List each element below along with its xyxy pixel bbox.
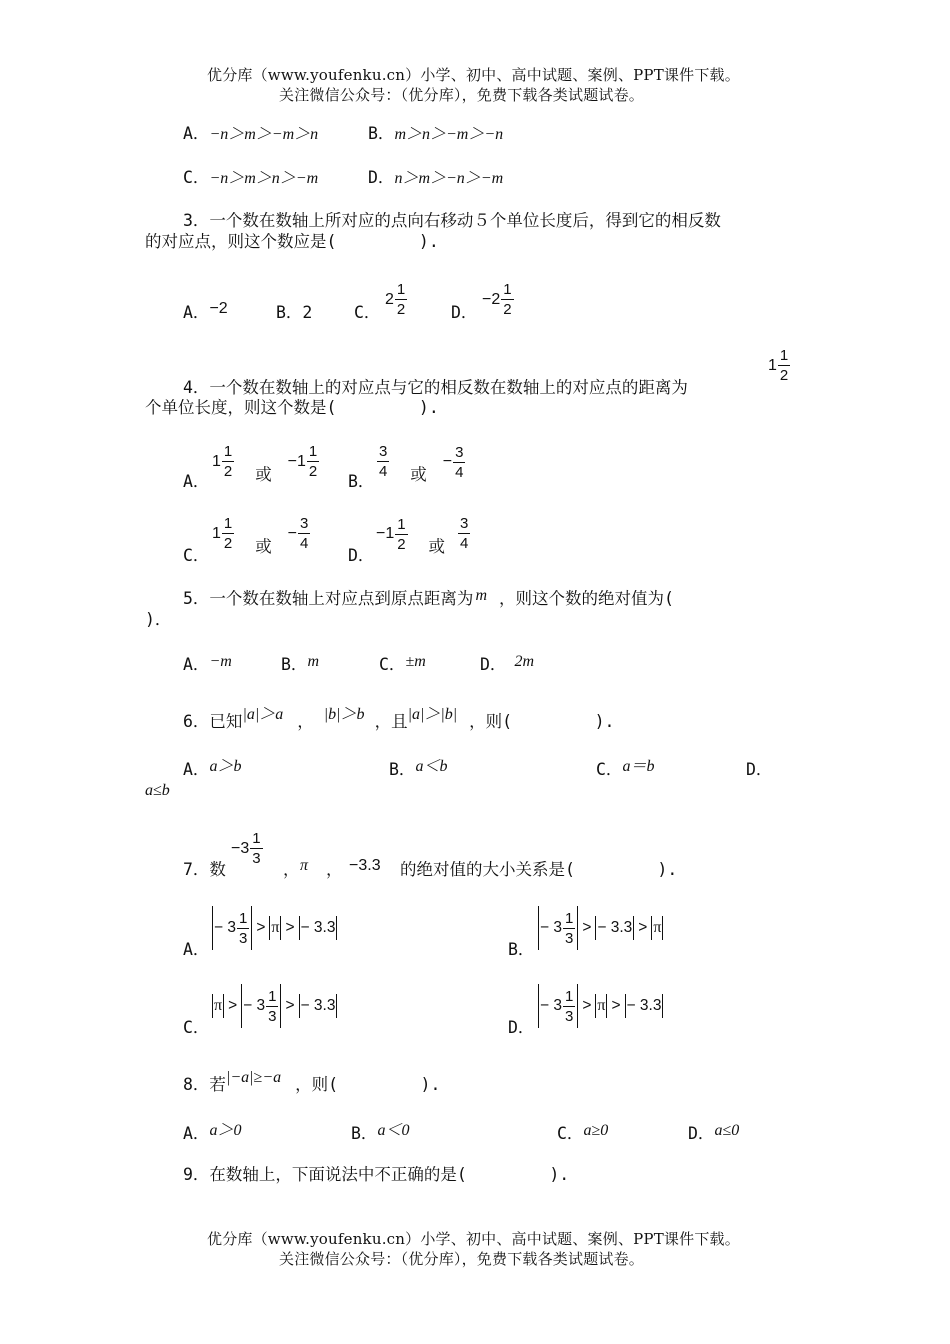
- q6-sep: ，: [297, 712, 314, 731]
- q7a-gt-2: >: [285, 919, 295, 937]
- q4-b-den-1: 4: [379, 463, 388, 480]
- q4-distance-value: [768, 348, 791, 383]
- abs-bar: [212, 994, 213, 1018]
- abs-bar: [251, 906, 252, 950]
- abs-bar: [577, 984, 578, 1028]
- abs-bar: [538, 984, 539, 1028]
- q6-suffix: ，则( ).: [469, 712, 615, 731]
- q3-d-whole: −2: [482, 290, 501, 308]
- q7d-pi: π: [597, 997, 606, 1014]
- q2-option-a-label: A．: [183, 124, 210, 143]
- q7d-gt-2: >: [611, 997, 621, 1015]
- abs-bar: [595, 994, 596, 1018]
- q7-sep-1: ，: [283, 860, 300, 879]
- q8-option-a-value: a＞0: [209, 1122, 242, 1139]
- q3-c-num: 1: [396, 281, 406, 298]
- q8-option-b-label: B．: [351, 1124, 378, 1143]
- q3-d-num: 1: [503, 281, 512, 298]
- q9-stem: 9．在数轴上，下面说法中不正确的是( ).: [183, 1165, 570, 1184]
- q7b-gt-2: >: [638, 919, 648, 937]
- q4-c-whole: 1: [212, 524, 221, 542]
- q8-option-c: [557, 1122, 609, 1143]
- q5-option-c: [379, 653, 426, 674]
- q8-condition: |−a|≥−a: [225, 1069, 282, 1086]
- abs-bar: [538, 906, 539, 950]
- q7b-pi: π: [653, 919, 662, 936]
- q4-a-whole-1: 1: [212, 452, 221, 470]
- header-line-1: 优分库（www.youfenku.cn）小学、初中、高中试题、案例、PPT课件下载。: [207, 66, 740, 84]
- q6-option-a-label: A．: [183, 760, 210, 779]
- q7b-den: 3: [564, 929, 574, 947]
- q3-option-a-value: −2: [209, 300, 228, 317]
- q4-option-d-value: [376, 515, 471, 556]
- q7c-num: 1: [268, 987, 277, 1005]
- q4-a-or: 或: [255, 464, 272, 484]
- abs-bar: [280, 916, 281, 940]
- q4-a-den-1: 2: [223, 463, 233, 480]
- q8-option-d-value: a≤0: [714, 1122, 740, 1139]
- q4-option-b-value: [376, 443, 466, 484]
- q2-option-a: [183, 126, 318, 143]
- q4-stem-line-2: 个单位长度，则这个数是( ).: [145, 398, 439, 417]
- q4-d-or: 或: [428, 537, 446, 556]
- q4-dist-den: 2: [779, 367, 789, 384]
- q3-option-c-label: C．: [354, 303, 381, 322]
- q3-option-b: B．2: [276, 303, 313, 322]
- header-line-2: 关注微信公众号：（优分库），免费下载各类试题试卷。: [279, 86, 645, 104]
- q7-den: 3: [252, 850, 261, 867]
- q3-d-den: 2: [503, 301, 512, 318]
- q7-neg3: −3: [231, 839, 250, 857]
- q2-option-c: [183, 170, 318, 187]
- q7-option-c-label: C．: [183, 1018, 210, 1037]
- q7b-neg33: − 3.3: [597, 919, 633, 937]
- q8-stem: [183, 1069, 441, 1094]
- q4-option-b-label: B．: [348, 472, 375, 491]
- q8-option-a: [183, 1122, 242, 1143]
- q8-prefix: 8．若: [183, 1075, 226, 1094]
- q5-option-b-value: m: [307, 653, 319, 670]
- abs-bar: [606, 994, 607, 1018]
- abs-bar: [633, 916, 634, 940]
- q4-stem-line-1: 4．一个数在数轴上的对应点与它的相反数在数轴上的对应点的距离为: [183, 378, 688, 397]
- footer-line-1: 优分库（www.youfenku.cn）小学、初中、高中试题、案例、PPT课件下载。: [207, 1230, 740, 1248]
- q7a-den: 3: [238, 929, 248, 947]
- q6-option-b: [389, 758, 448, 779]
- q4-a-num-2: 1: [308, 443, 318, 460]
- q7c-gt-1: >: [228, 997, 238, 1015]
- q6-option-c-label: C．: [596, 760, 623, 779]
- q2-option-d-label: D．: [368, 168, 395, 187]
- q7a-pi: π: [271, 919, 280, 936]
- q4-a-num-1: 1: [223, 443, 233, 460]
- q7-num: 1: [252, 830, 261, 847]
- q4-c-den-2: 4: [299, 535, 309, 552]
- footer-line-2: 关注微信公众号：（优分库），免费下载各类试题试卷。: [279, 1250, 645, 1268]
- q7-option-b-expr: [537, 906, 664, 954]
- q8-option-c-value: a≥0: [583, 1122, 609, 1139]
- q6-cond-2: |b|＞b: [323, 706, 365, 723]
- q7c-pi: π: [214, 997, 223, 1014]
- abs-bar: [625, 994, 626, 1018]
- q7-neg-3-3: −3.3: [349, 857, 381, 874]
- q4-option-c-label: C．: [183, 546, 210, 565]
- q5-option-a: [183, 653, 232, 674]
- abs-bar: [280, 984, 281, 1028]
- q7-option-c-expr: [211, 984, 338, 1028]
- q5-text-after: ，则这个数的绝对值为(: [499, 589, 674, 608]
- q4-option-c-value: [212, 515, 311, 556]
- q8-option-d-label: D．: [688, 1124, 715, 1143]
- q7d-den: 3: [564, 1007, 574, 1025]
- q7d-neg33: − 3.3: [626, 997, 662, 1015]
- q6-option-c: [596, 758, 655, 779]
- q2-option-c-expr: −n＞m＞n＞−m: [209, 170, 319, 187]
- abs-bar: [212, 906, 213, 950]
- q8-option-b-value: a＜0: [377, 1122, 410, 1139]
- q7-option-a-label: A．: [183, 940, 210, 959]
- q7c-den: 3: [268, 1007, 277, 1025]
- q7b-neg3: − 3: [540, 919, 562, 937]
- q4-c-or: 或: [255, 536, 272, 556]
- q5-option-a-value: −m: [209, 653, 232, 670]
- q4-b-num-2: 3: [455, 443, 464, 461]
- q8-option-b: [351, 1122, 410, 1143]
- q3-stem-line-2: 的对应点，则这个数应是( ).: [145, 232, 439, 251]
- q7a-neg3: − 3: [214, 919, 236, 937]
- q5-option-d-label: D．: [480, 655, 507, 674]
- q2-option-d-expr: n＞m＞−n＞−m: [394, 170, 504, 187]
- q5-stem-line-2: )．: [145, 610, 172, 629]
- q4-a-den-2: 2: [308, 463, 318, 480]
- q7-suffix: 的绝对值的大小关系是( ).: [400, 860, 678, 879]
- q7a-neg33: − 3.3: [300, 919, 336, 937]
- q4-b-num-1: 3: [379, 443, 388, 460]
- abs-bar: [662, 916, 663, 940]
- q5-option-c-value: ±m: [405, 653, 426, 670]
- q4-d-den-1: 2: [397, 535, 406, 553]
- q8-suffix: ，则( ).: [295, 1075, 441, 1094]
- q4-option-d-label: D．: [348, 546, 375, 565]
- q6-option-d-value: a≤b: [145, 782, 170, 799]
- q3-stem-line-1: 3．一个数在数轴上所对应的点向右移动５个单位长度后，得到它的相反数: [183, 211, 721, 230]
- q6-option-a: [183, 758, 242, 779]
- q5-option-d-value: 2m: [514, 653, 534, 670]
- q6-cond-1: |a|＞a: [242, 706, 284, 723]
- q6-option-a-value: a＞b: [209, 758, 242, 775]
- abs-bar: [336, 916, 337, 940]
- q4-b-den-2: 4: [455, 463, 464, 481]
- abs-bar: [595, 916, 596, 940]
- q4-d-num-1: 1: [397, 515, 406, 533]
- q4-d-whole: −1: [376, 525, 395, 542]
- q2-option-b: [368, 126, 503, 143]
- q6-and: ，且: [374, 712, 408, 731]
- q3-option-a-label: A．: [183, 303, 210, 322]
- q7-option-d-label: D．: [508, 1018, 535, 1037]
- q7-option-d-expr: [537, 984, 664, 1032]
- q7c-gt-2: >: [285, 997, 295, 1015]
- abs-bar: [241, 984, 242, 1028]
- q4-c-neg: −: [287, 524, 297, 542]
- q3-c-den: 2: [396, 301, 406, 318]
- q7c-neg33: − 3.3: [300, 997, 336, 1015]
- q8-option-d: [688, 1122, 740, 1143]
- q2-option-d: [368, 170, 503, 187]
- q2-option-b-label: B．: [368, 124, 395, 143]
- q7d-num: 1: [564, 987, 574, 1005]
- abs-bar: [662, 994, 663, 1018]
- q5-option-a-label: A．: [183, 655, 210, 674]
- abs-bar: [299, 994, 300, 1018]
- q3-option-c-value: [385, 282, 408, 317]
- q8-option-c-label: C．: [557, 1124, 584, 1143]
- q7a-gt-1: >: [256, 919, 266, 937]
- abs-bar: [336, 994, 337, 1018]
- q6-option-b-label: B．: [389, 760, 416, 779]
- q3-c-whole: 2: [385, 290, 394, 308]
- q6-option-b-value: a＜b: [415, 758, 448, 775]
- q4-option-a-value: [212, 443, 320, 484]
- q6-prefix: 6．已知: [183, 712, 243, 731]
- q4-d-den-2: 4: [459, 535, 469, 552]
- q4-dist-num: 1: [779, 347, 789, 364]
- q8-option-a-label: A．: [183, 1124, 210, 1143]
- q7d-neg3: − 3: [540, 997, 562, 1015]
- q4-c-num-1: 1: [223, 515, 233, 532]
- q3-option-d-value: [482, 282, 515, 317]
- q2-option-a-expr: −n＞m＞−m＞n: [209, 126, 319, 143]
- q6-stem: [183, 706, 615, 731]
- q5-option-b: [281, 653, 319, 674]
- abs-bar: [577, 906, 578, 950]
- q4-c-den-1: 2: [223, 535, 233, 552]
- q5-m: m: [475, 587, 487, 604]
- q4-d-num-2: 3: [459, 515, 469, 532]
- q7b-num: 1: [564, 909, 574, 927]
- abs-bar: [269, 916, 270, 940]
- q6-option-d-label: D．: [746, 760, 773, 779]
- q5-text-before: 5．一个数在数轴上对应点到原点距离为: [183, 589, 474, 608]
- abs-bar: [651, 916, 652, 940]
- q4-option-a-label: A．: [183, 472, 210, 491]
- q7-option-a-expr: [211, 906, 338, 954]
- abs-bar: [223, 994, 224, 1018]
- q4-b-or: 或: [410, 465, 427, 484]
- q4-c-num-2: 3: [299, 515, 309, 532]
- q6-option-c-value: a＝b: [622, 758, 655, 775]
- abs-bar: [299, 916, 300, 940]
- q3-option-d-label: D．: [451, 303, 478, 322]
- q7b-gt-1: >: [582, 919, 592, 937]
- q7-prefix: 7．数: [183, 860, 226, 879]
- q2-option-c-label: C．: [183, 168, 210, 187]
- q7-sep-2: ，: [326, 860, 343, 879]
- q6-cond-3: |a|＞|b|: [407, 706, 458, 723]
- q7-option-b-label: B．: [508, 940, 535, 959]
- q7d-gt-1: >: [582, 997, 592, 1015]
- q4-a-whole-2: −1: [287, 452, 306, 470]
- q7c-neg3: − 3: [243, 997, 266, 1015]
- q7a-num: 1: [238, 909, 248, 927]
- q2-option-b-expr: m＞n＞−m＞−n: [394, 126, 504, 143]
- q7-pi: π: [300, 857, 309, 874]
- q5-stem-line-1: [183, 587, 674, 608]
- q5-option-c-label: C．: [379, 655, 406, 674]
- q4-b-neg: −: [442, 453, 453, 470]
- q7-mixed-number: [231, 831, 264, 866]
- q5-option-b-label: B．: [281, 655, 308, 674]
- q3-option-a: [183, 300, 228, 322]
- q4-dist-whole: 1: [768, 356, 777, 374]
- q5-option-d: [480, 653, 534, 674]
